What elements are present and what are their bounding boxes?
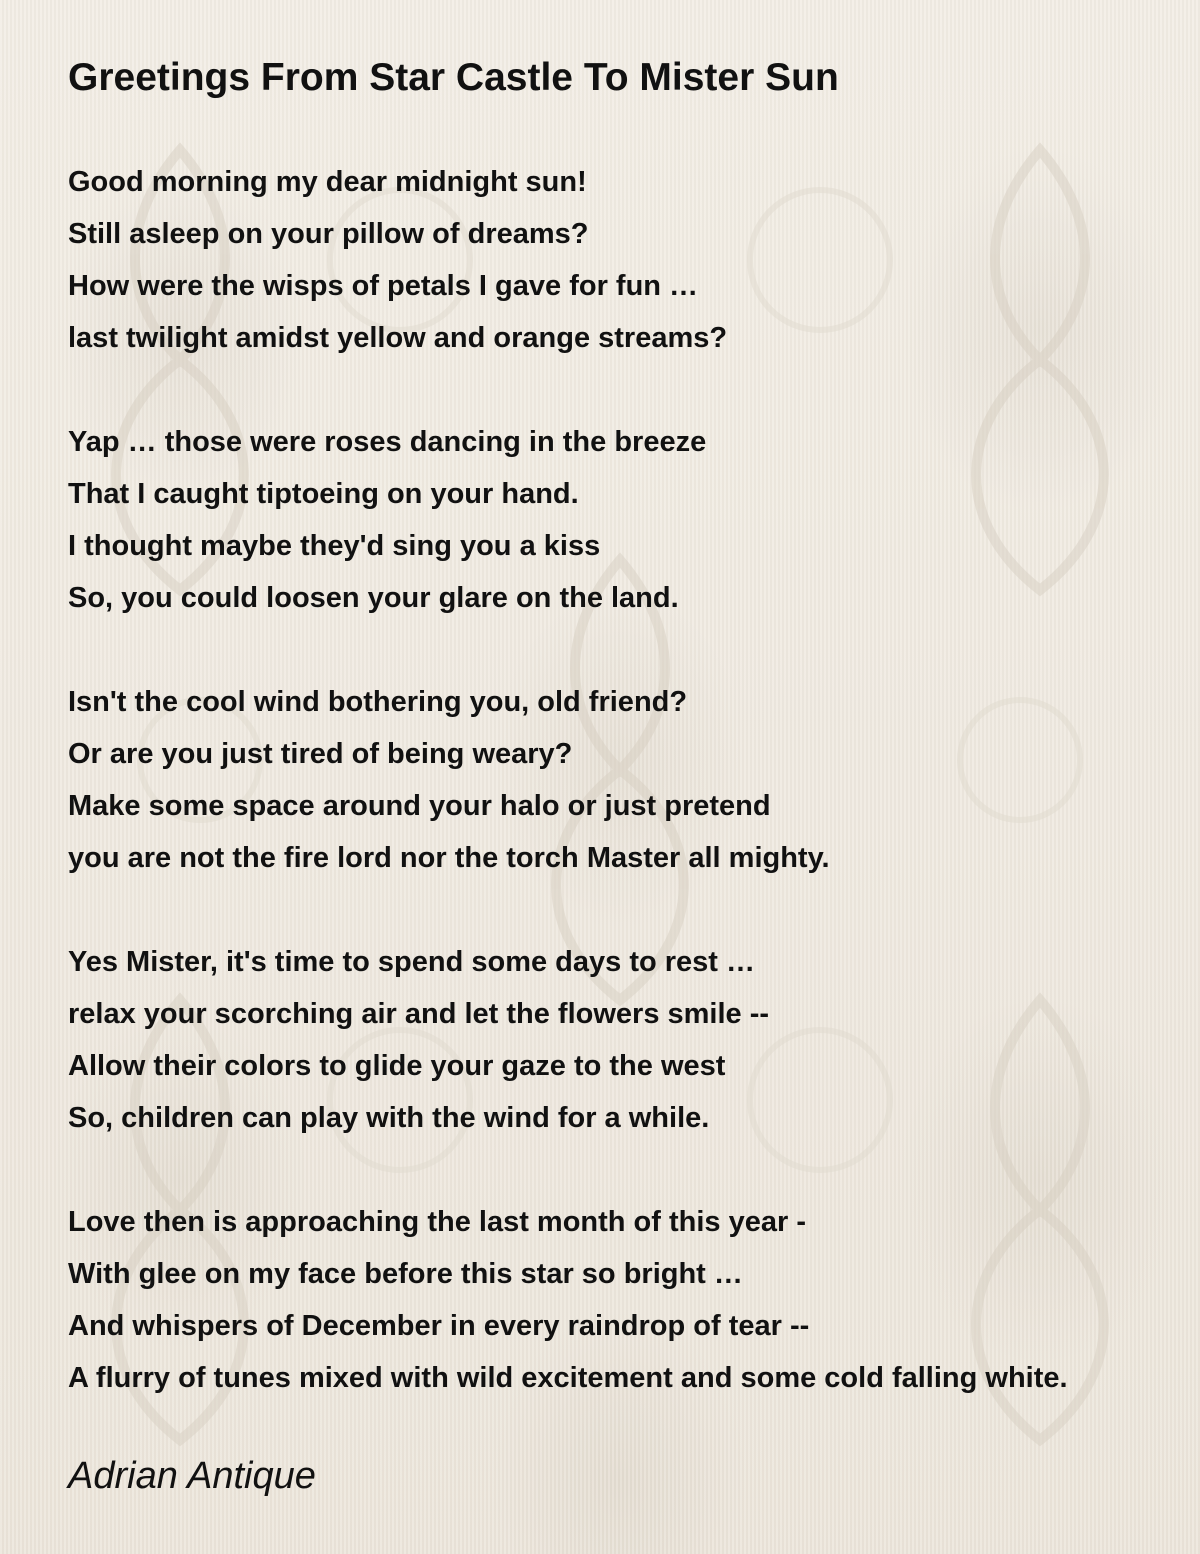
poem-line: Good morning my dear midnight sun! bbox=[68, 166, 587, 198]
poem-line: How were the wisps of petals I gave for fun … bbox=[68, 270, 699, 302]
poem-line: So, you could loosen your glare on the land. bbox=[68, 582, 679, 614]
stanza-3 bbox=[68, 676, 1196, 884]
poem-container bbox=[68, 56, 1196, 1456]
stanza-1 bbox=[68, 156, 1196, 364]
poem-line: Make some space around your halo or just pretend bbox=[68, 790, 771, 822]
poem-line: And whispers of December in every raindrop of tear -- bbox=[68, 1310, 810, 1342]
poem-title: Greetings From Star Castle To Mister Sun bbox=[68, 56, 839, 99]
poem-line: relax your scorching air and let the flowers smile -- bbox=[68, 998, 770, 1030]
poem-line: Yes Mister, it's time to spend some days to rest … bbox=[68, 946, 756, 978]
poem-body bbox=[68, 156, 1196, 1404]
poem-line: last twilight amidst yellow and orange streams? bbox=[68, 322, 728, 354]
poem-line: With glee on my face before this star so bright … bbox=[68, 1258, 743, 1290]
stanza-5 bbox=[68, 1196, 1196, 1404]
poem-line: Allow their colors to glide your gaze to the west bbox=[68, 1050, 726, 1082]
poem-author: Adrian Antique bbox=[68, 1455, 316, 1497]
poem-line: Isn't the cool wind bothering you, old friend? bbox=[68, 686, 688, 718]
poem-line: Love then is approaching the last month of this year - bbox=[68, 1206, 806, 1238]
poem-line: you are not the fire lord nor the torch Master all mighty. bbox=[68, 842, 830, 874]
poem-line: I thought maybe they'd sing you a kiss bbox=[68, 530, 601, 562]
stanza-4 bbox=[68, 936, 1196, 1144]
poem-line: Or are you just tired of being weary? bbox=[68, 738, 573, 770]
stanza-2 bbox=[68, 416, 1196, 624]
poem-line: Still asleep on your pillow of dreams? bbox=[68, 218, 589, 250]
poem-line: That I caught tiptoeing on your hand. bbox=[68, 478, 579, 510]
poem-line: Yap … those were roses dancing in the breeze bbox=[68, 426, 707, 458]
poem-line: So, children can play with the wind for a while. bbox=[68, 1102, 710, 1134]
poem-line: A flurry of tunes mixed with wild excitement and some cold falling white. bbox=[68, 1362, 1068, 1394]
